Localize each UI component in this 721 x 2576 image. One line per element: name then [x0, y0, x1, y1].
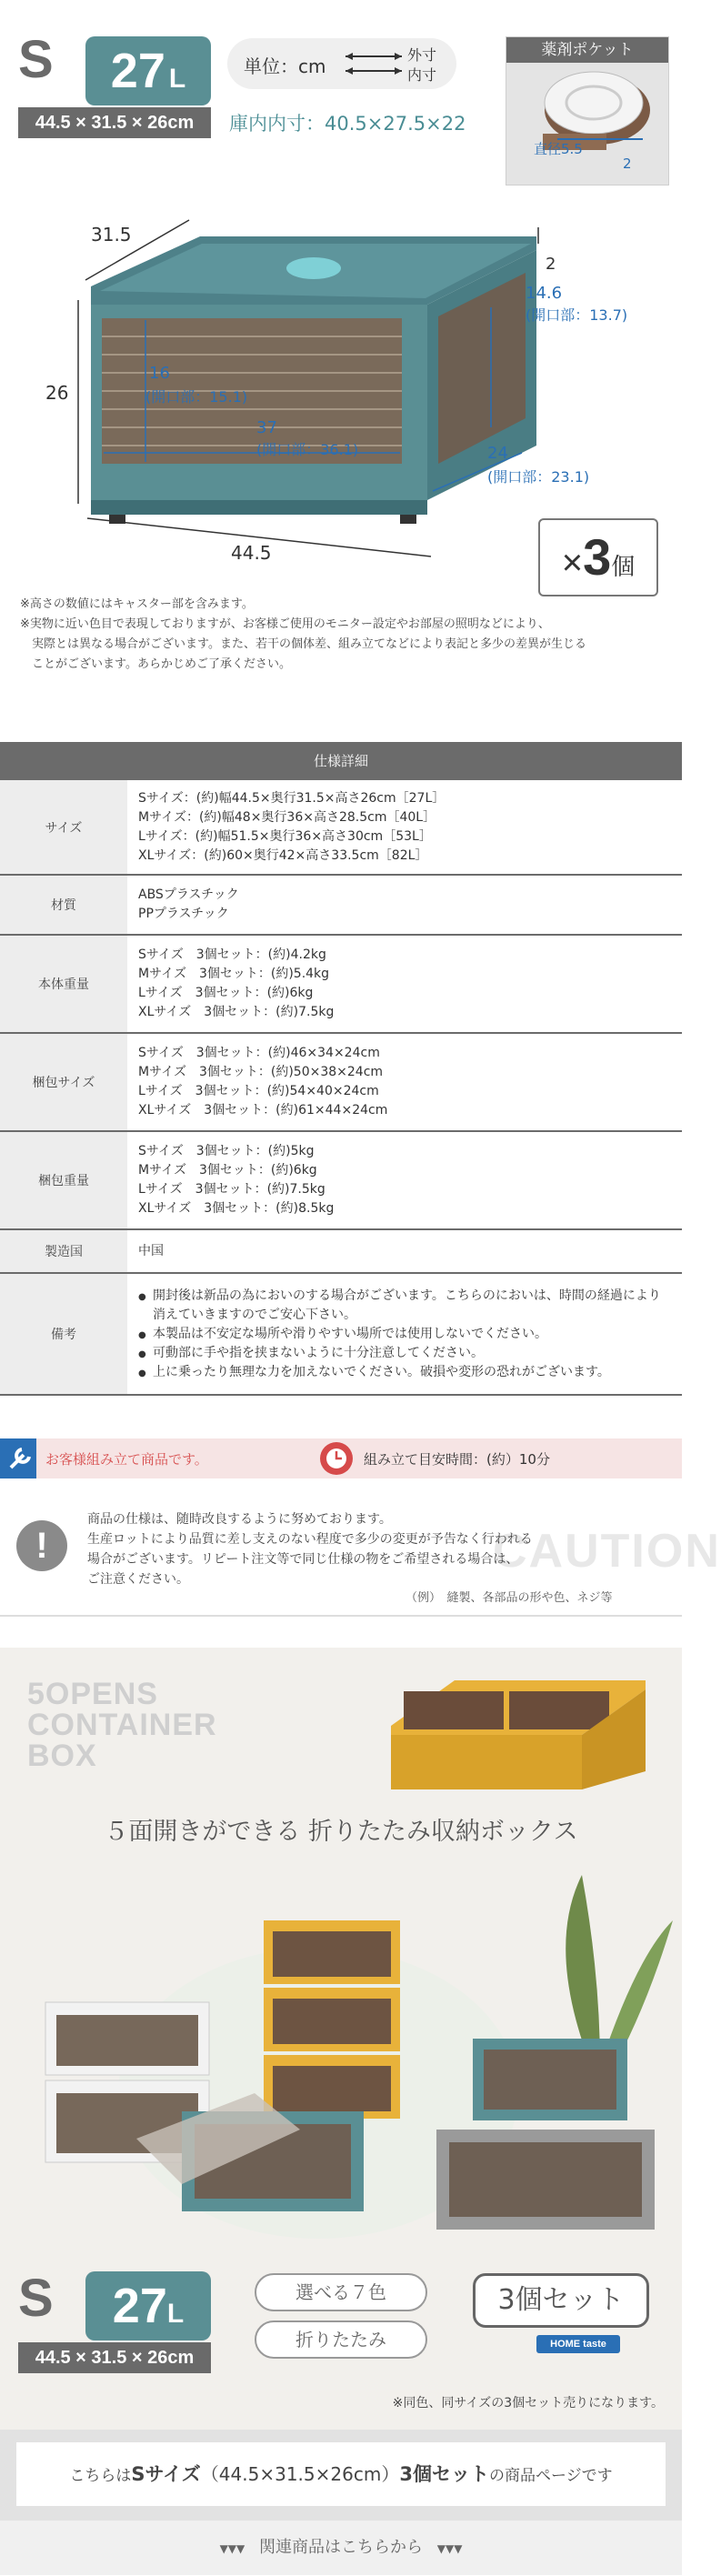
spec-row	[0, 935, 682, 1033]
feature-foldable: 折りたたみ	[255, 2320, 427, 2359]
spec-line: Lサイズ 3個セット：(約)6kg	[138, 986, 314, 1000]
dimension-notes	[20, 595, 656, 675]
height-label: 26	[45, 382, 69, 404]
spec-line: Mサイズ 3個セット：(約)6kg	[138, 1163, 317, 1178]
remark-item: ● 開封後は新品の為においのする場合がございます。こちらのにおいは、時間の経過により消えていきますのでご安心下さい。	[138, 1287, 671, 1325]
product-stack-image	[0, 1866, 682, 2293]
wrench-icon	[0, 1438, 36, 1478]
capacity-badge	[85, 36, 211, 105]
spec-value	[127, 935, 682, 1033]
logo-line: CONTAINER	[27, 1708, 217, 1742]
page-note-size: Sサイズ	[131, 2463, 201, 2485]
note-line: ことがございます。あらかじめご了承ください。	[20, 657, 291, 671]
side-width-label: 24	[487, 444, 508, 463]
spec-line: Lサイズ：(約)幅51.5×奥行36×高さ30cm［53L］	[138, 828, 432, 844]
spec-line: Mサイズ：(約)幅48×奥行36×高さ28.5cm［40L］	[138, 809, 436, 825]
spec-line: XLサイズ：(約)60×奥行42×高さ33.5cm［82L］	[138, 847, 428, 863]
pocket-diameter: 直径5.5	[534, 141, 583, 157]
spec-key: サイズ	[0, 780, 127, 875]
spec-line: Sサイズ 3個セット：(約)4.2kg	[138, 947, 326, 962]
spec-row	[0, 1131, 682, 1229]
related-label: 関連商品はこちらから	[259, 2538, 423, 2557]
spec-line: Mサイズ 3個セット：(約)5.4kg	[138, 967, 330, 981]
outer-label: 外寸	[407, 46, 437, 64]
remark-item: ● 本製品は不安定な場所や滑りやすい場所では使用しないでください。	[138, 1325, 671, 1344]
related-arrows-left: ▼▼▼	[219, 2542, 245, 2555]
page-note-pre: こちらは	[69, 2467, 132, 2485]
unit-label: 単位：cm	[244, 55, 326, 77]
caution-watermark: CAUTION	[493, 1525, 721, 1578]
spec-value	[127, 1131, 682, 1229]
logo-line: BOX	[27, 1739, 97, 1773]
related-link[interactable]	[0, 2521, 682, 2575]
clock-icon	[320, 1442, 353, 1475]
caution-line: 生産ロットにより品質に差し支えのない程度で多少の変更が予告なく行われる	[87, 1532, 533, 1547]
spec-title: 仕様詳細	[0, 742, 682, 780]
page-note-post: の商品ページです	[488, 2467, 613, 2485]
remark-item: ● 可動部に手や指を挟まないように十分注意してください。	[138, 1344, 671, 1363]
spec-line: Lサイズ 3個セット：(約)7.5kg	[138, 1182, 325, 1197]
spec-table	[0, 780, 682, 1396]
page-note	[16, 2442, 666, 2506]
spec-value	[127, 780, 682, 875]
spec-line: Sサイズ 3個セット：(約)5kg	[138, 1144, 315, 1158]
promo-capacity-unit: L	[166, 2299, 185, 2329]
spec-line: 中国	[138, 1243, 164, 1258]
count-times: ×	[561, 543, 584, 583]
front-width-label: 37	[256, 418, 277, 437]
side-width-open-label: (開口部：23.1)	[487, 468, 590, 486]
depth-label: 31.5	[91, 224, 132, 246]
spec-key: 本体重量	[0, 935, 127, 1033]
caution-text	[87, 1509, 533, 1589]
spec-line: XLサイズ 3個セット：(約)61×44×24cm	[138, 1103, 388, 1118]
caution-line: 商品の仕様は、随時改良するように努めております。	[87, 1512, 392, 1527]
remark-item: ● 上に乗ったり無理な力を加えないでください。破損や変形の恐れがございます。	[138, 1363, 671, 1382]
front-width-open-label: (開口部：36.1)	[256, 441, 359, 458]
inner-label: 内寸	[407, 66, 437, 84]
caution-line: ご注意ください。	[87, 1572, 189, 1587]
interior-dimensions: 庫内内寸：40.5×27.5×22	[229, 113, 466, 135]
brand-logo: HOME taste	[536, 2335, 620, 2353]
exclamation-icon: !	[16, 1520, 67, 1571]
front-height-open-label: (開口部：15.1)	[145, 388, 248, 406]
side-height-open-label: (開口部：13.7)	[526, 306, 628, 324]
logo-line: 5OPENS	[27, 1677, 158, 1711]
size-letter: S	[18, 30, 54, 89]
spec-row	[0, 875, 682, 935]
spec-line: XLサイズ 3個セット：(約)8.5kg	[138, 1201, 335, 1216]
assembly-bar	[0, 1438, 682, 1478]
promo-logo	[27, 1679, 217, 1771]
spec-line: ABSプラスチック	[138, 887, 239, 902]
unit-legend	[227, 38, 456, 89]
spec-line: PPプラスチック	[138, 907, 229, 921]
caution-example: （例） 縫製、各部品の形や色、ネジ等	[406, 1591, 613, 1605]
spec-value	[127, 875, 682, 935]
promo-note: ※同色、同サイズの3個セット売りになります。	[392, 2396, 664, 2411]
spec-key: 梱包サイズ	[0, 1033, 127, 1131]
capacity-unit: L	[168, 64, 186, 94]
assembly-required: お客様組み立て商品です。	[45, 1451, 208, 1468]
spec-line: Sサイズ 3個セット：(約)46×34×24cm	[138, 1046, 380, 1060]
pocket-depth: 2	[623, 155, 632, 172]
spec-line: Sサイズ：(約)幅44.5×奥行31.5×高さ26cm［27L］	[138, 790, 446, 806]
spec-key: 材質	[0, 875, 127, 935]
spec-line: XLサイズ 3個セット：(約)7.5kg	[138, 1005, 335, 1019]
spec-key: 備考	[0, 1273, 127, 1395]
capacity-value: 27	[110, 44, 165, 98]
yellow-box-image	[382, 1671, 655, 1799]
promo-size-letter: S	[18, 2269, 54, 2328]
pocket-title: 薬剤ポケット	[506, 37, 668, 63]
unit-arrows-icon	[342, 47, 406, 80]
pocket-illustration	[506, 63, 668, 185]
spec-row	[0, 1273, 682, 1395]
promo-capacity-badge	[85, 2271, 211, 2340]
side-height-label: 14.6	[526, 284, 563, 303]
dimension-bar: 44.5 × 31.5 × 26cm	[18, 107, 211, 138]
lid-label: 2	[546, 255, 556, 274]
count-number: 3	[583, 528, 612, 586]
page-note-set: 3個セット	[399, 2463, 489, 2485]
caution-section	[0, 1488, 721, 1615]
related-arrows-right: ▼▼▼	[436, 2542, 463, 2555]
spec-key: 梱包重量	[0, 1131, 127, 1229]
spec-value	[127, 1229, 682, 1273]
set-badge: 3個セット	[473, 2273, 649, 2328]
caution-line: 場合がございます。リピート注文等で同じ仕様の物をご希望される場合は、	[87, 1552, 519, 1567]
spec-key: 製造国	[0, 1229, 127, 1273]
promo-dimension-bar: 44.5 × 31.5 × 26cm	[18, 2342, 211, 2373]
count-unit: 個	[611, 553, 636, 580]
spec-line: Lサイズ 3個セット：(約)54×40×24cm	[138, 1084, 379, 1098]
width-label: 44.5	[231, 542, 272, 564]
note-line: ※高さの数値にはキャスター部を含みます。	[20, 597, 254, 611]
assembly-time: 組み立て目安時間：(約）10分	[364, 1451, 550, 1468]
count-badge	[538, 518, 658, 596]
spec-row	[0, 780, 682, 875]
divider	[0, 1615, 682, 1617]
promo-capacity-value: 27	[112, 2279, 167, 2333]
page-note-dims: （44.5×31.5×26cm）	[200, 2463, 400, 2485]
note-line: ※実物に近い色目で表現しておりますが、お客様ご使用のモニター設定やお部屋の照明などにより、	[20, 617, 550, 631]
spec-row	[0, 1229, 682, 1273]
promo-tagline: ５面開きができる 折りたたみ収納ボックス	[104, 1818, 578, 1846]
pocket-panel	[506, 36, 669, 185]
note-line: 実際とは異なる場合がございます。また、若干の個体差、組み立てなどにより表記と多少の差異が生じる	[20, 637, 586, 651]
front-height-label: 16	[149, 364, 170, 383]
spec-line: Mサイズ 3個セット：(約)50×38×24cm	[138, 1065, 384, 1079]
spec-row	[0, 1033, 682, 1131]
spec-remarks	[127, 1273, 682, 1395]
page-note-section	[0, 2430, 682, 2521]
promo-section	[0, 1648, 682, 2430]
spec-value	[127, 1033, 682, 1131]
feature-colors: 選べる７色	[255, 2273, 427, 2311]
